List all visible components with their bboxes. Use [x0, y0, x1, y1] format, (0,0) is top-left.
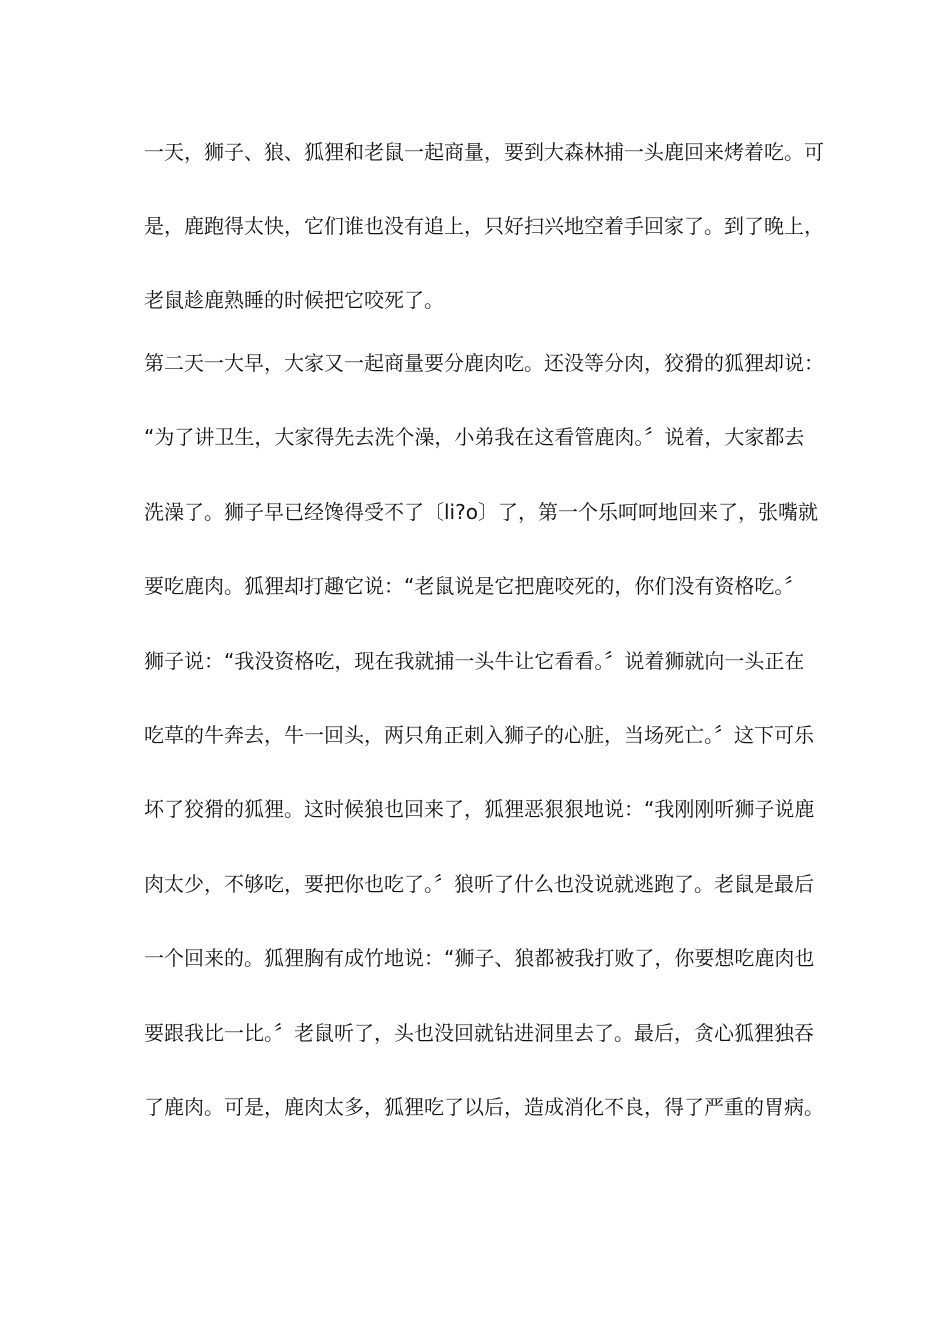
- text-line-8: 狮子说：“我没资格吃，现在我就捕一头牛让它看看。〞说着狮就向一头正在: [144, 649, 805, 673]
- text-line-11: 肉太少，不够吃，要把你也吃了。〞狼听了什么也没说就逃跑了。老鼠是最后: [144, 872, 814, 896]
- text-line-3: 老鼠趁鹿熟睡的时候把它咬死了。: [144, 288, 444, 312]
- text-line-2: 是，鹿跑得太快，它们谁也没有追上，只好扫兴地空着手回家了。到了晚上，: [144, 214, 824, 238]
- text-line-7: 要吃鹿肉。狐狸却打趣它说：“老鼠说是它把鹿咬死的，你们没有资格吃。〞: [144, 574, 805, 598]
- text-line-5: “为了讲卫生，大家得先去洗个澡，小弟我在这看管鹿肉。〞说着，大家都去: [144, 425, 805, 449]
- text-line-4: 第二天一大早，大家又一起商量要分鹿肉吃。还没等分肉，狡猾的狐狸却说：: [144, 351, 824, 375]
- text-line-6: 洗澡了。狮子早已经馋得受不了〔li?o〕了，第一个乐呵呵地回来了，张嘴就: [144, 500, 818, 524]
- text-line-10: 坏了狡猾的狐狸。这时候狼也回来了，狐狸恶狠狠地说：“我刚刚听狮子说鹿: [144, 797, 815, 821]
- text-line-12: 一个回来的。狐狸胸有成竹地说：“狮子、狼都被我打败了，你要想吃鹿肉也: [144, 946, 815, 970]
- text-line-14: 了鹿肉。可是，鹿肉太多，狐狸吃了以后，造成消化不良，得了严重的胃病。: [144, 1095, 824, 1119]
- text-line-1: 一天，狮子、狼、狐狸和老鼠一起商量，要到大森林捕一头鹿回来烤着吃。可: [144, 140, 824, 164]
- text-line-13: 要跟我比一比。〞老鼠听了，头也没回就钻进洞里去了。最后，贪心狐狸独吞: [144, 1021, 814, 1045]
- text-line-9: 吃草的牛奔去，牛一回头，两只角正刺入狮子的心脏，当场死亡。〞这下可乐: [144, 723, 814, 747]
